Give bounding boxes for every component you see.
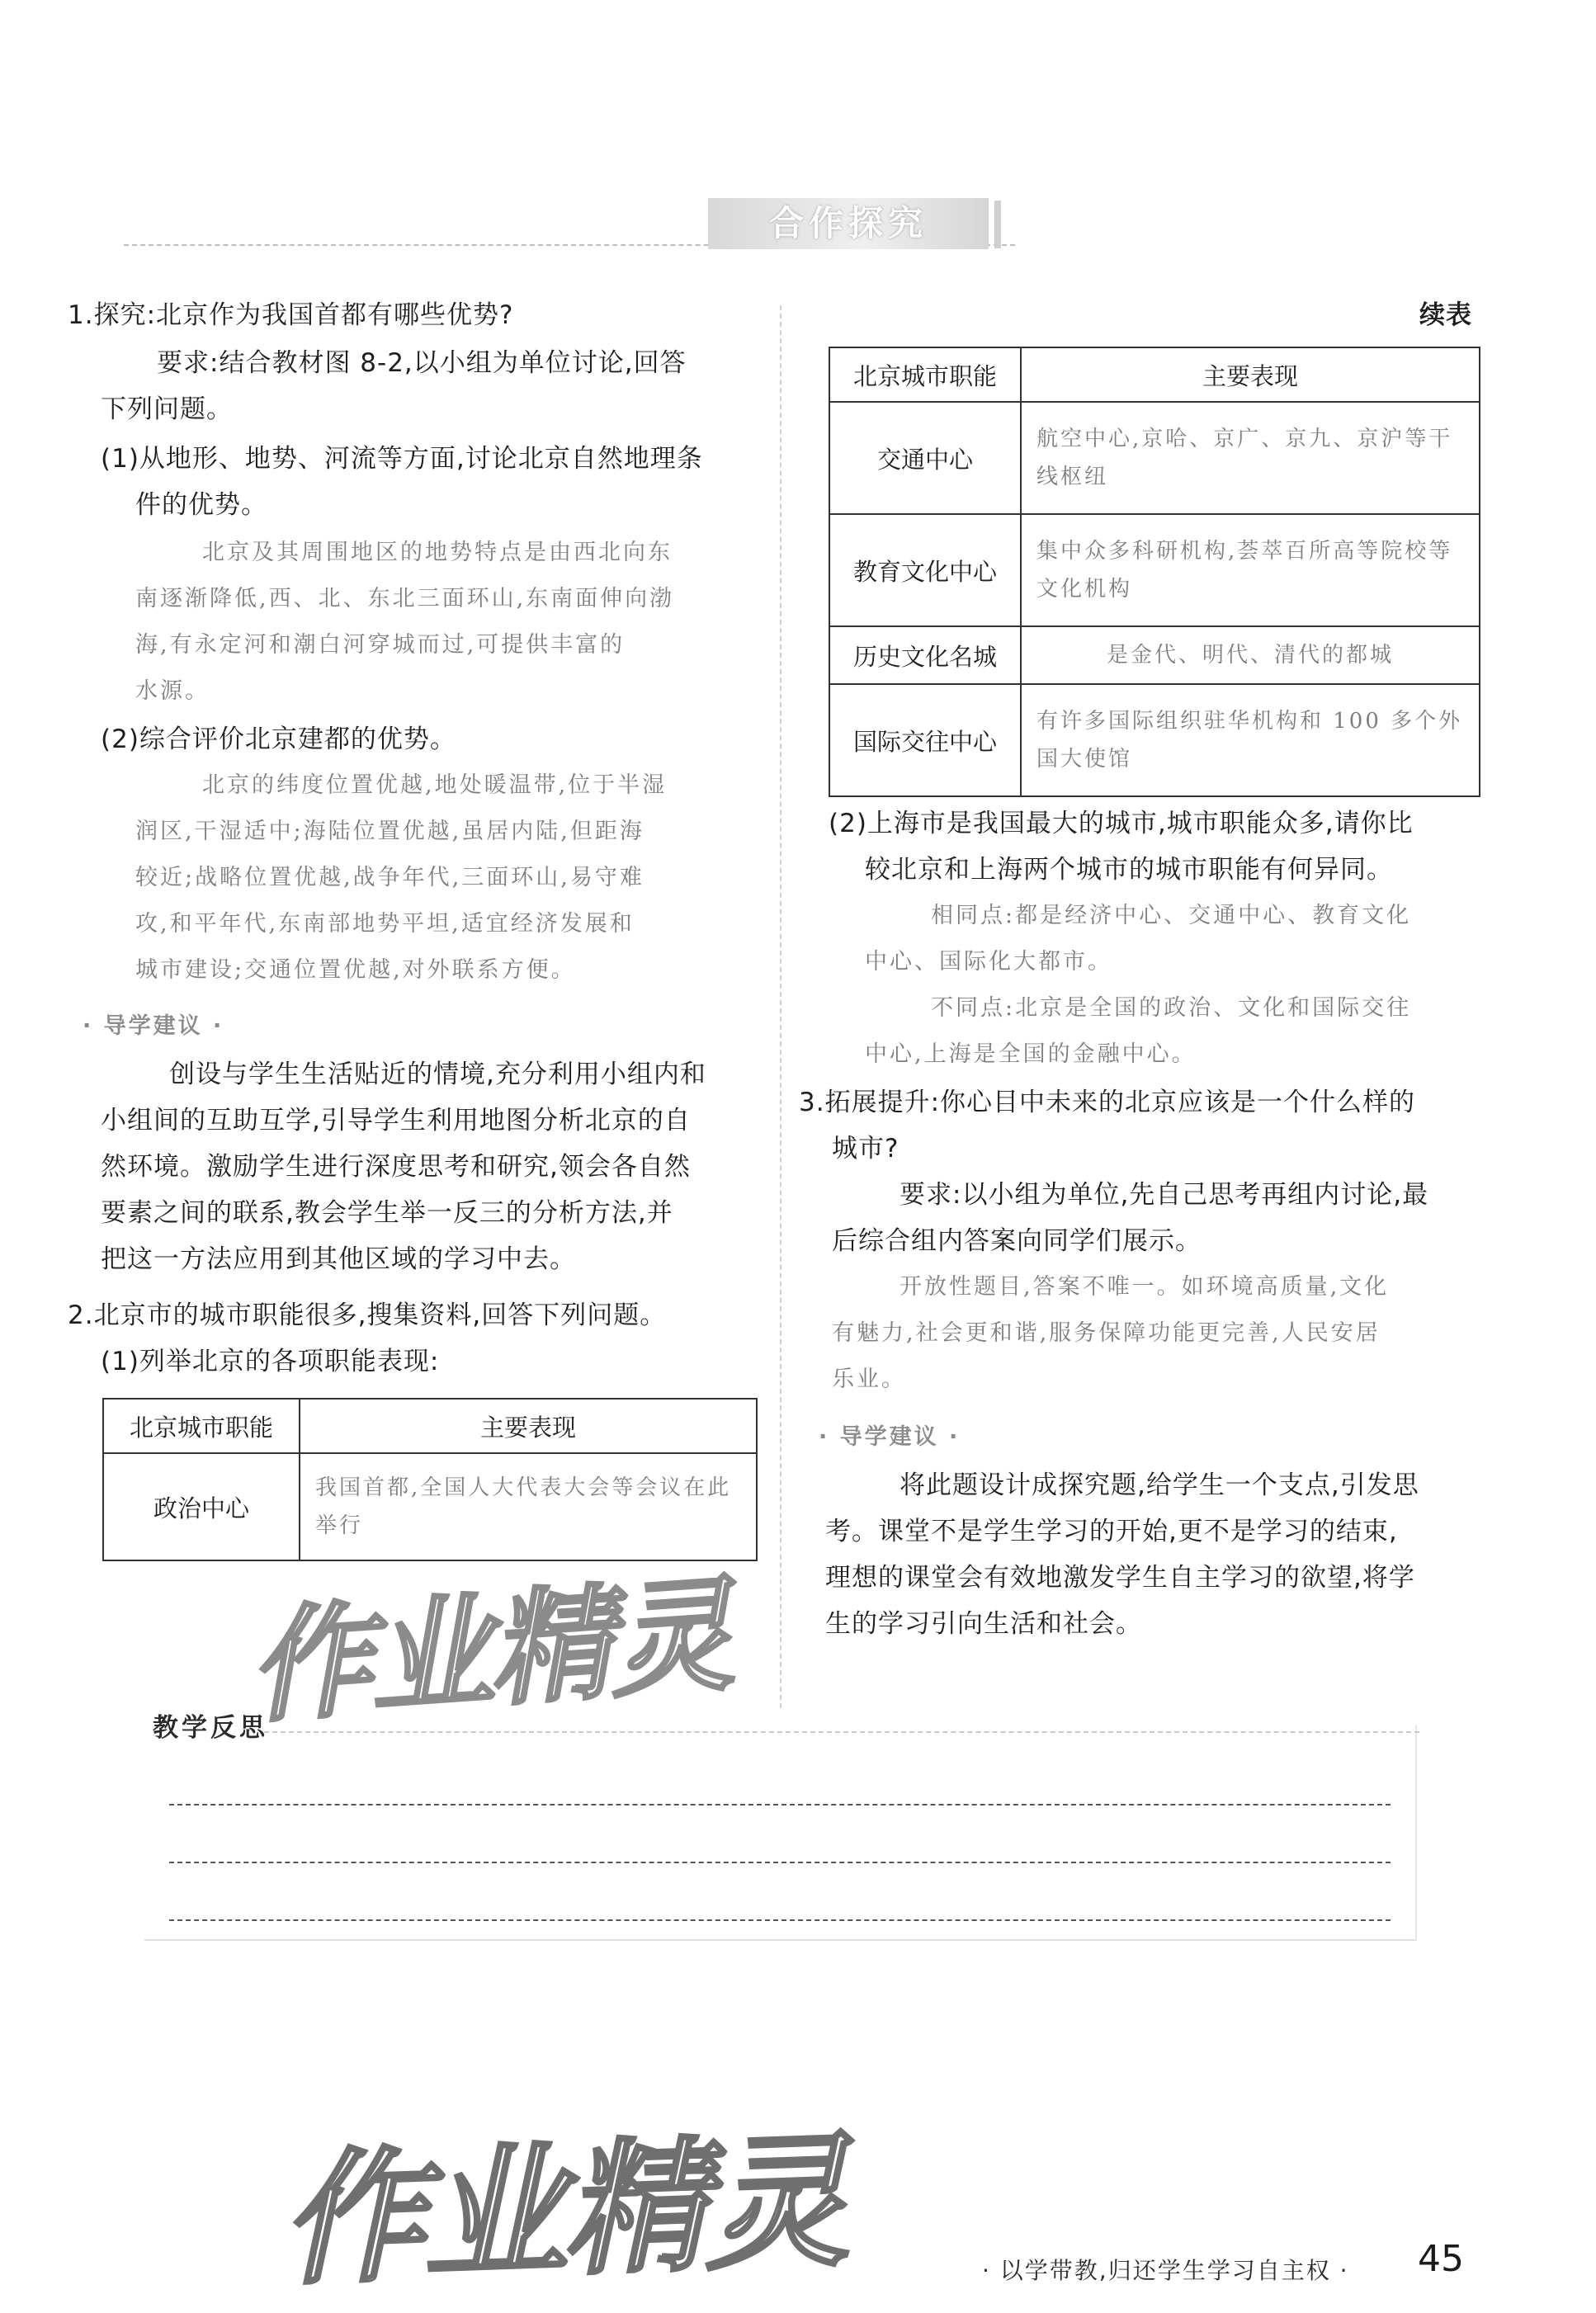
q1-ans2-line-4: 攻,和平年代,东南部地势平坦,适宜经济发展和 [135, 911, 635, 937]
guide2-line-4: 生的学习引向生活和社会。 [825, 1609, 1142, 1639]
continued-label: 续表 [1419, 300, 1472, 330]
q1-req-line-1: 要求:结合教材图 8-2,以小组为单位讨论,回答 [157, 348, 687, 378]
q3-req-line-2: 后综合组内答案向同学们展示。 [832, 1226, 1202, 1256]
q3-line-2: 城市? [832, 1134, 900, 1164]
reflection-box [144, 1725, 1417, 1941]
table-row [829, 402, 1480, 514]
q1-req-line-2: 下列问题。 [101, 394, 233, 424]
guide-label-2: · 导学建议 · [819, 1424, 961, 1450]
reflection-writing-line[interactable] [169, 1919, 1391, 1921]
table-cell-performance: 集中众多科研机构,荟萃百所高等院校等文化机构 [1021, 514, 1480, 626]
table-row [829, 684, 1480, 796]
q1-ans1-line-2: 南逐渐降低,西、北、东北三面环山,东南面伸向渤 [135, 586, 675, 611]
guide1-line-5: 把这一方法应用到其他区域的学习中去。 [101, 1244, 576, 1274]
q1-sub2: (2)综合评价北京建都的优势。 [101, 725, 456, 754]
ans-diff-line-1: 不同点:北京是全国的政治、文化和国际交往 [931, 995, 1412, 1021]
table-header-function: 北京城市职能 [829, 347, 1021, 402]
table-cell-function: 教育文化中心 [829, 514, 1021, 626]
q1-sub1-line-1: (1)从地形、地势、河流等方面,讨论北京自然地理条 [101, 444, 703, 474]
q1-ans2-line-1: 北京的纬度位置优越,地处暖温带,位于半湿 [202, 772, 668, 798]
guide2-line-2: 考。课堂不是学生学习的开始,更不是学习的结束, [825, 1517, 1398, 1546]
section-title-bar [994, 201, 1001, 248]
q1-ans1-line-4: 水源。 [135, 678, 210, 704]
q1-title: 1.探究:北京作为我国首都有哪些优势? [68, 300, 514, 330]
q2-2-line-2: 较北京和上海两个城市的城市职能有何异同。 [865, 855, 1393, 885]
q1-ans2-line-3: 较近;战略位置优越,战争年代,三面环山,易守难 [135, 865, 645, 890]
q3-ans-line-2: 有魅力,社会更和谐,服务保障功能更完善,人民安居 [832, 1320, 1381, 1346]
ans-diff-line-2: 中心,上海是全国的金融中心。 [865, 1041, 1197, 1067]
q2-2-line-1: (2)上海市是我国最大的城市,城市职能众多,请你比 [829, 809, 1414, 838]
q3-line-1: 3.拓展提升:你心目中未来的北京应该是一个什么样的 [799, 1088, 1416, 1117]
function-table-left [102, 1398, 758, 1561]
guide1-line-3: 然环境。激励学生进行深度思考和研究,领会各自然 [101, 1152, 691, 1182]
guide2-line-1: 将此题设计成探究题,给学生一个支点,引发思 [900, 1470, 1419, 1500]
q1-sub1-line-2: 件的优势。 [135, 490, 267, 520]
guide2-line-3: 理想的课堂会有效地激发学生自主学习的欲望,将学 [825, 1563, 1415, 1593]
q1-ans2-line-2: 润区,干湿适中;海陆位置优越,虽居内陆,但距海 [135, 819, 645, 844]
function-table-right [829, 347, 1480, 797]
table-cell-function: 交通中心 [829, 402, 1021, 514]
q2-title: 2.北京市的城市职能很多,搜集资料,回答下列问题。 [68, 1300, 667, 1330]
q3-ans-line-1: 开放性题目,答案不唯一。如环境高质量,文化 [900, 1274, 1390, 1300]
watermark-2: 作业精灵 [278, 2118, 848, 2306]
table-header-function: 北京城市职能 [103, 1399, 300, 1453]
q3-ans-line-3: 乐业。 [832, 1367, 906, 1392]
table-cell-function: 政治中心 [103, 1453, 300, 1560]
watermark-1: 作业精灵 [243, 1563, 735, 1741]
guide1-line-2: 小组间的互助互学,引导学生利用地图分析北京的自 [101, 1106, 691, 1135]
page-number: 45 [1418, 2238, 1464, 2280]
ans-same-line-2: 中心、国际化大都市。 [865, 949, 1112, 975]
section-title: 合作探究 [708, 198, 989, 249]
table-cell-function: 历史文化名城 [829, 626, 1021, 684]
table-header-performance: 主要表现 [1021, 347, 1480, 402]
q3-req-line-1: 要求:以小组为单位,先自己思考再组内讨论,最 [900, 1180, 1429, 1210]
reflection-writing-line[interactable] [169, 1804, 1391, 1806]
q1-ans1-line-3: 海,有永定河和潮白河穿城而过,可提供丰富的 [135, 632, 626, 658]
table-cell-performance: 有许多国际组织驻华机构和 100 多个外国大使馆 [1021, 684, 1480, 796]
guide-label-1: · 导学建议 · [83, 1013, 224, 1039]
q2-sub1: (1)列举北京的各项职能表现: [101, 1347, 440, 1376]
ans-same-line-1: 相同点:都是经济中心、交通中心、教育文化 [931, 903, 1412, 928]
q1-ans2-line-5: 城市建设;交通位置优越,对外联系方便。 [135, 957, 576, 983]
table-cell-function: 国际交往中心 [829, 684, 1021, 796]
guide1-line-1: 创设与学生生活贴近的情境,充分利用小组内和 [169, 1060, 706, 1089]
column-divider [780, 305, 781, 1708]
reflection-writing-line[interactable] [169, 1862, 1391, 1863]
q1-ans1-line-1: 北京及其周围地区的地势特点是由西北向东 [202, 540, 673, 565]
table-header-performance: 主要表现 [300, 1399, 757, 1453]
table-row [829, 514, 1480, 626]
table-cell-performance: 是金代、明代、清代的都城 [1021, 626, 1480, 684]
table-cell-performance: 航空中心,京哈、京广、京九、京沪等干线枢纽 [1021, 402, 1480, 514]
table-row [829, 626, 1480, 684]
reflection-title: 教学反思 [153, 1713, 268, 1743]
guide1-line-4: 要素之间的联系,教会学生举一反三的分析方法,并 [101, 1198, 673, 1228]
reflection-rule [264, 1731, 1419, 1733]
footer-motto: · 以学带教,归还学生学习自主权 · [982, 2257, 1349, 2284]
table-cell-performance: 我国首都,全国人大代表大会等会议在此举行 [300, 1453, 757, 1560]
